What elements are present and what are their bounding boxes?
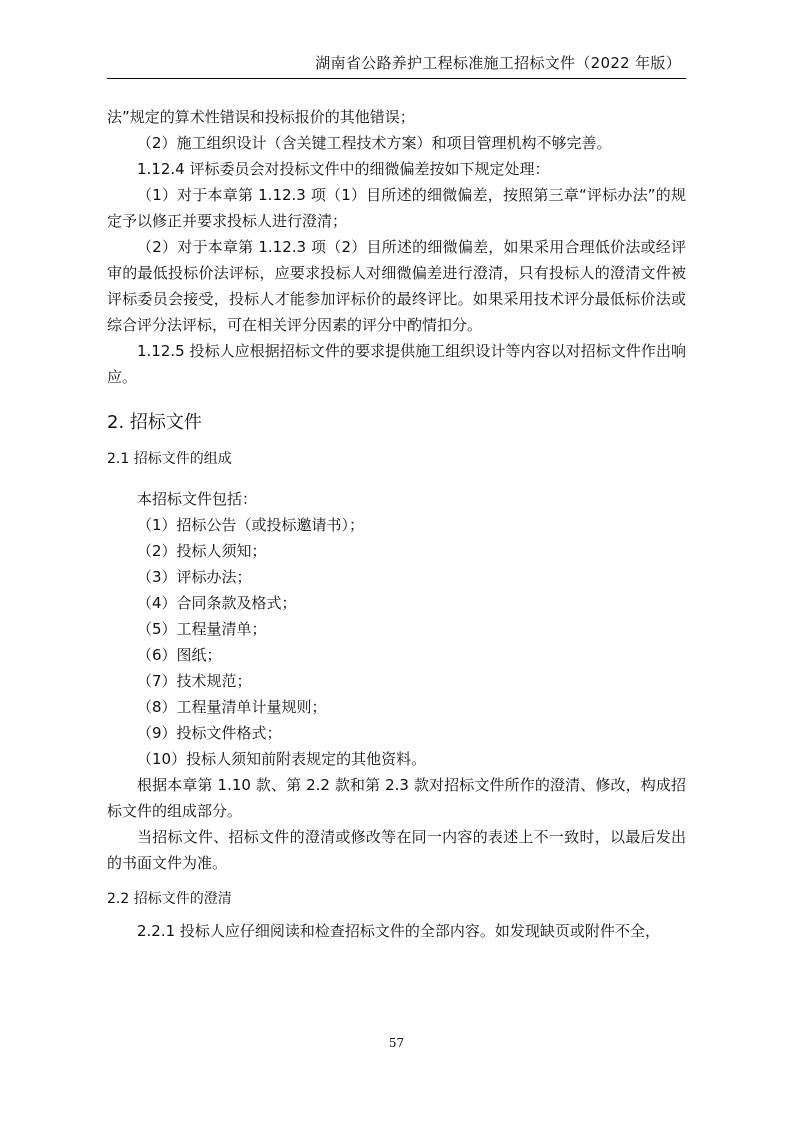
list-item: （1）招标公告（或投标邀请书）； — [137, 516, 365, 534]
list-item: （7）技术规范； — [137, 672, 252, 690]
document-list — [107, 486, 686, 772]
subsection-heading: 2.2 招标文件的澄清 — [107, 891, 232, 907]
page-body — [107, 104, 686, 944]
list-item: （9）投标文件格式； — [137, 724, 282, 742]
clause-1-12-5: 1.12.5 投标人应根据招标文件的要求提供施工组织设计等内容以对招标文件作出响应。 — [107, 342, 686, 386]
running-header: 湖南省公路养护工程标准施工招标文件（2022 年版） — [315, 54, 681, 72]
subsection-heading: 2.1 招标文件的组成 — [107, 451, 232, 467]
clause-1-12-4: 1.12.4 评标委员会对投标文件中的细微偏差按如下规定处理： — [137, 160, 550, 178]
list-item: （3）评标办法； — [137, 568, 252, 586]
header-rule — [107, 78, 686, 79]
list-item: （2）投标人须知； — [137, 542, 267, 560]
paragraph: 法”规定的算术性错误和投标报价的其他错误； — [107, 108, 415, 126]
list-item: （4）合同条款及格式； — [137, 594, 297, 612]
list-intro: 本招标文件包括： — [137, 490, 258, 508]
paragraph: （1）对于本章第 1.12.3 项（1）目所述的细微偏差，按照第三章“评标办法”的规定予以修正并要求投标人进行澄清； — [107, 186, 686, 230]
list-item: （10）投标人须知前附表规定的其他资料。 — [137, 750, 427, 768]
section-heading: 2. 招标文件 — [107, 412, 202, 433]
page-number: 57 — [388, 1036, 405, 1050]
paragraph: （2）施工组织设计（含关键工程技术方案）和项目管理机构不够完善。 — [137, 134, 612, 152]
list-item: （8）工程量清单计量规则； — [137, 698, 327, 716]
paragraph: （2）对于本章第 1.12.3 项（2）目所述的细微偏差，如果采用合理低价法或经评审的最低投标价法评标，应要求投标人对细微偏差进行澄清，只有投标人的澄清文件被评标委员会接受，投标人才能参加评标价的最终评比。如果采用技术评分最低标价法或综合评分法评标，可在相关评分因素的评分中酌情扣分。 — [107, 238, 686, 334]
paragraph: 当招标文件、招标文件的澄清或修改等在同一内容的表述上不一致时，以最后发出的书面文件为准。 — [107, 828, 686, 872]
clause-2-2-1: 2.2.1 投标人应仔细阅读和检查招标文件的全部内容。如发现缺页或附件不全， — [137, 922, 660, 940]
list-item: （6）图纸； — [137, 646, 222, 664]
list-item: （5）工程量清单； — [137, 620, 267, 638]
paragraph: 根据本章第 1.10 款、第 2.2 款和第 2.3 款对招标文件所作的澄清、修改，构成招标文件的组成部分。 — [107, 776, 686, 820]
